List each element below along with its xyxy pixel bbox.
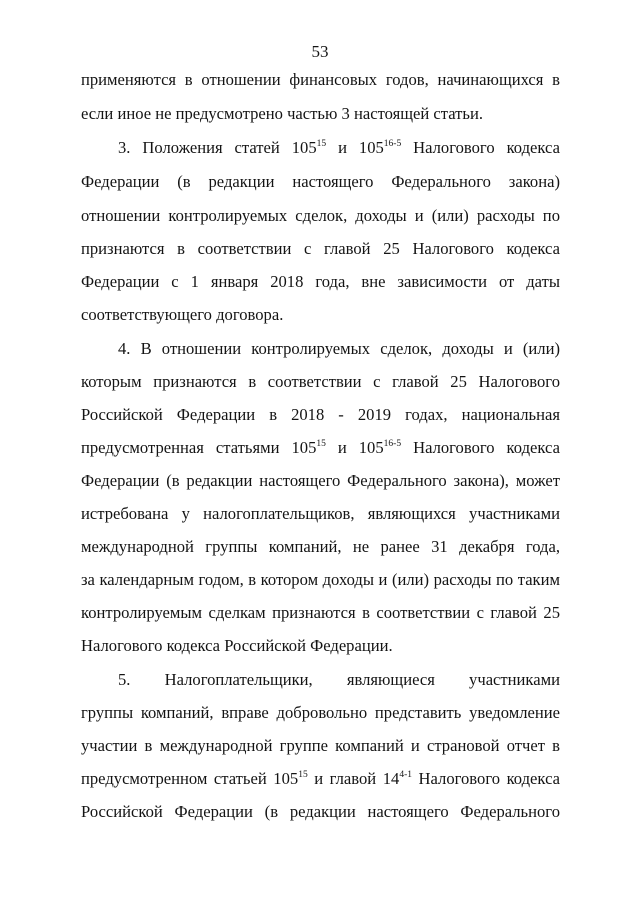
text-line: отношении контролируемых сделок, доходы и (или) расходы по xyxy=(81,206,560,225)
paragraph-first-line: 3. Положения статей $105^{15}$ и 105$^{16-5}$ Налогового кодекса xyxy=(118,138,560,157)
paragraph-first-line: 4. В отношении контролируемых сделок, доходы и (или) xyxy=(118,339,560,358)
text-line: Федерации (в редакции настоящего Федерального закона) xyxy=(81,172,560,191)
page-number: 53 xyxy=(311,42,329,61)
text-line: если иное не предусмотрено частью 3 настоящей статьи. xyxy=(81,104,483,123)
paragraph-first-line: 5. Налогоплательщики, являющиеся участниками xyxy=(118,670,560,689)
text-line: международной группы компаний, не ранее 31 декабря года, xyxy=(81,537,560,556)
text-line: Российской Федерации в 2018 - 2019 годах, национальная xyxy=(81,405,560,424)
text-line: Федерации (в редакции настоящего Федерального закона), может xyxy=(81,471,560,490)
text-line: за календарным годом, в котором доходы и (или) расходы по таким xyxy=(81,570,560,589)
text-line: участии в международной группе компаний и страновой отчет в xyxy=(81,736,560,755)
text-line: предусмотренном статьей $105^{15}$ и главой 14$^{4-1}$ Налогового кодекса xyxy=(81,769,560,788)
text-line: контролируемым сделкам признаются в соответствии с главой 25 xyxy=(81,603,560,622)
text-line: применяются в отношении финансовых годов, начинающихся в xyxy=(81,70,560,89)
text-line: Федерации с 1 января 2018 года, вне зависимости от даты xyxy=(81,272,560,291)
text-line: которым признаются в соответствии с главой 25 Налогового xyxy=(81,372,560,391)
text-line: Российской Федерации (в редакции настоящего Федерального xyxy=(81,802,560,821)
text-line: соответствующего договора. xyxy=(81,305,284,324)
text-line: группы компаний, вправе добровольно представить уведомление xyxy=(81,703,560,722)
text-line: предусмотренная статьями $105^{15}$ и 105$^{16-5}$ Налогового кодекса xyxy=(81,438,560,457)
text-line: истребована у налогоплательщиков, являющихся участниками xyxy=(81,504,560,523)
text-line: Налогового кодекса Российской Федерации. xyxy=(81,636,393,655)
text-line: признаются в соответствии с главой 25 Налогового кодекса xyxy=(81,239,560,258)
